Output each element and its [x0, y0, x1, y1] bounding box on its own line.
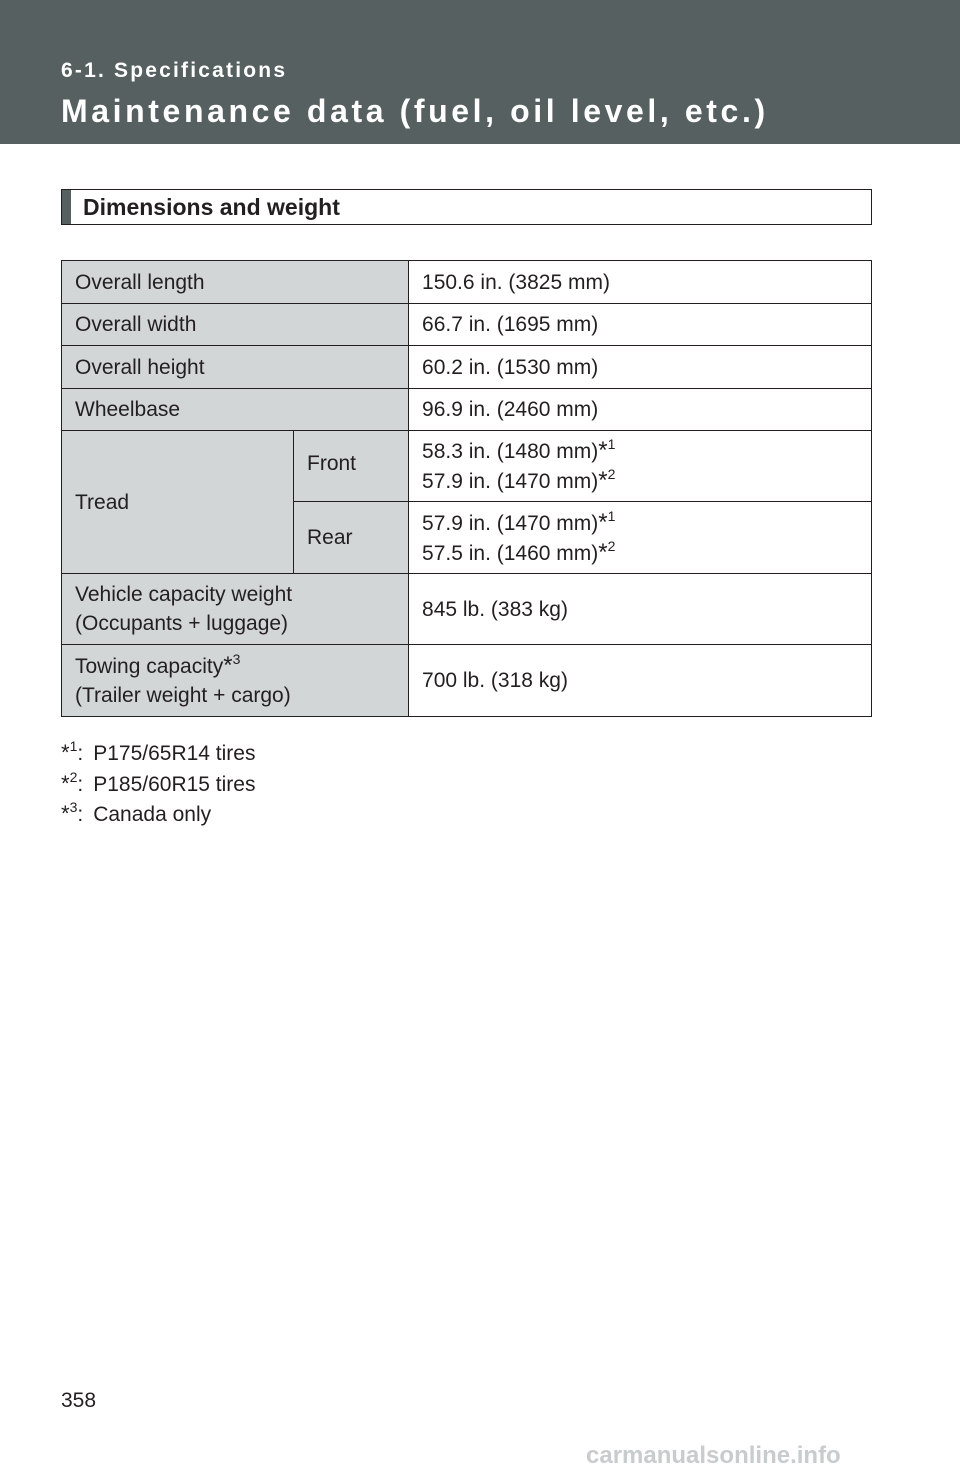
tread-rear-label: Rear [294, 502, 409, 574]
tread-rear-value [409, 502, 872, 574]
dimensions-table [61, 260, 872, 717]
footnote-2: *$^2$: P185/60R15 tires [61, 768, 256, 796]
overall-height-value: 60.2 in. (1530 mm) [409, 346, 872, 389]
table-row-overall-width [62, 304, 872, 346]
footnotes [61, 738, 255, 830]
footnote-1: *$^1$: P175/65R14 tires [61, 738, 256, 765]
tread-rear-value-1: 57.9 in. (1470 mm)*$^1$ [422, 507, 616, 536]
wheelbase-label: Wheelbase [62, 389, 409, 431]
overall-length-label: Overall length [62, 261, 409, 304]
vehicle-capacity-label: Vehicle capacity weight (Occupants + luggage) [62, 574, 409, 645]
table-row-towing-capacity [62, 645, 872, 717]
towing-capacity-label: Towing capacity*$^3$ (Trailer weight + cargo) [62, 645, 409, 717]
tread-front-value-1: 58.3 in. (1480 mm)*$^1$ [422, 436, 616, 464]
table-row-wheelbase [62, 389, 872, 431]
vehicle-capacity-value: 845 lb. (383 kg) [409, 574, 872, 645]
table-row-vehicle-capacity [62, 574, 872, 645]
tread-label: Tread [62, 431, 294, 574]
watermark: carmanualsonline.info [586, 1442, 841, 1469]
overall-width-value: 66.7 in. (1695 mm) [409, 304, 872, 346]
section-heading-bar [62, 190, 71, 224]
footnote-3: *$^3$: Canada only [61, 799, 212, 826]
section-heading [61, 189, 872, 225]
table-row-overall-length [62, 261, 872, 304]
wheelbase-value: 96.9 in. (2460 mm) [409, 389, 872, 431]
section-heading-title: Dimensions and weight [83, 194, 340, 220]
page-header [0, 0, 960, 144]
overall-length-value: 150.6 in. (3825 mm) [409, 261, 872, 304]
table-row-tread-front [62, 431, 872, 502]
table-row-overall-height [62, 346, 872, 389]
tread-rear-value-2: 57.5 in. (1460 mm)*$^2$ [422, 537, 616, 566]
tread-front-label: Front [294, 431, 409, 502]
tread-front-value-2: 57.9 in. (1470 mm)*$^2$ [422, 466, 616, 494]
overall-width-label: Overall width [62, 304, 409, 346]
tread-front-value [409, 431, 872, 502]
towing-capacity-value: 700 lb. (318 kg) [409, 645, 872, 717]
section-number: 6-1. Specifications [61, 59, 288, 82]
page-title: Maintenance data (fuel, oil level, etc.) [61, 93, 769, 129]
page-number: 358 [61, 1389, 97, 1412]
overall-height-label: Overall height [62, 346, 409, 389]
